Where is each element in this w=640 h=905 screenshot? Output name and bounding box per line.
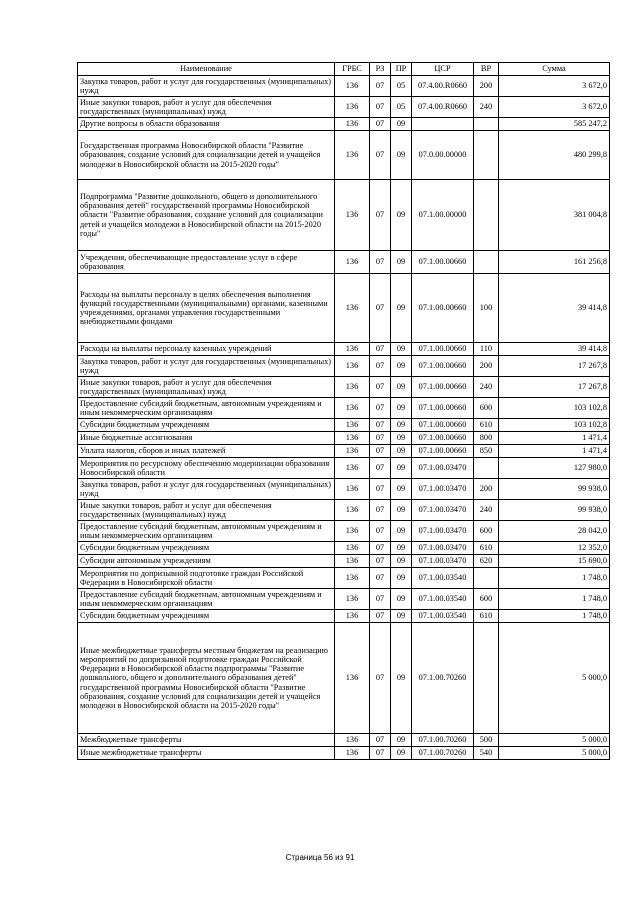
table-row [78, 343, 610, 356]
cell-sum: 17 267,8 [499, 356, 610, 377]
table-row [78, 445, 610, 458]
table-row [78, 734, 610, 747]
cell-vr: 850 [474, 445, 499, 458]
cell-grbs: 136 [335, 180, 370, 251]
cell-vr: 100 [474, 274, 499, 343]
cell-pr: 09 [391, 274, 412, 343]
cell-sum: 5 000,0 [499, 623, 610, 734]
cell-grbs: 136 [335, 445, 370, 458]
cell-pr: 09 [391, 445, 412, 458]
cell-rz: 07 [370, 419, 391, 432]
table-row [78, 610, 610, 623]
cell-vr: 610 [474, 610, 499, 623]
cell-name: Уплата налогов, сборов и иных платежей [78, 445, 335, 458]
table-body [78, 76, 610, 760]
cell-csr [412, 118, 474, 131]
cell-vr: 600 [474, 398, 499, 419]
table-row [78, 568, 610, 589]
cell-rz: 07 [370, 131, 391, 180]
cell-grbs: 136 [335, 432, 370, 445]
table-row [78, 479, 610, 500]
cell-csr: 07.1.00.00660 [412, 274, 474, 343]
cell-pr: 09 [391, 521, 412, 542]
cell-grbs: 136 [335, 118, 370, 131]
cell-pr: 09 [391, 458, 412, 479]
cell-csr: 07.1.00.70260 [412, 734, 474, 747]
header-name: Наименование [78, 63, 335, 76]
cell-grbs: 136 [335, 458, 370, 479]
cell-sum: 1 471,4 [499, 445, 610, 458]
cell-rz: 07 [370, 500, 391, 521]
cell-name: Государственная программа Новосибирской области "Развитие образования, создание условий для социализации детей и учащейся молодежи в Новосибирской области на 2015-2020 годы" [78, 131, 335, 180]
cell-vr: 240 [474, 97, 499, 118]
cell-sum: 99 938,0 [499, 500, 610, 521]
cell-name: Предоставление субсидий бюджетным, автономным учреждениям и иным некоммерческим организациям [78, 398, 335, 419]
cell-csr: 07.1.00.03540 [412, 589, 474, 610]
table-row [78, 542, 610, 555]
cell-pr: 09 [391, 131, 412, 180]
cell-csr: 07.1.00.03540 [412, 568, 474, 589]
header-vr: ВР [474, 63, 499, 76]
cell-grbs: 136 [335, 589, 370, 610]
cell-vr: 110 [474, 343, 499, 356]
cell-sum: 39 414,8 [499, 343, 610, 356]
cell-csr: 07.1.00.70260 [412, 623, 474, 734]
cell-rz: 07 [370, 555, 391, 568]
cell-pr: 09 [391, 542, 412, 555]
cell-name: Предоставление субсидий бюджетным, автономным учреждениям и иным некоммерческим организациям [78, 589, 335, 610]
header-pr: ПР [391, 63, 412, 76]
cell-pr: 05 [391, 76, 412, 97]
cell-sum: 103 102,8 [499, 398, 610, 419]
cell-rz: 07 [370, 747, 391, 760]
cell-name: Иные межбюджетные трансферты [78, 747, 335, 760]
cell-csr: 07.1.00.00000 [412, 180, 474, 251]
cell-grbs: 136 [335, 356, 370, 377]
cell-pr: 09 [391, 343, 412, 356]
cell-grbs: 136 [335, 500, 370, 521]
cell-rz: 07 [370, 274, 391, 343]
cell-grbs: 136 [335, 623, 370, 734]
cell-csr: 07.1.00.03470 [412, 542, 474, 555]
cell-name: Межбюджетные трансферты [78, 734, 335, 747]
cell-csr: 07.1.00.03470 [412, 521, 474, 542]
cell-pr: 09 [391, 251, 412, 274]
cell-rz: 07 [370, 432, 391, 445]
cell-csr: 07.4.00.R0660 [412, 76, 474, 97]
cell-pr: 09 [391, 589, 412, 610]
cell-vr: 800 [474, 432, 499, 445]
cell-rz: 07 [370, 180, 391, 251]
cell-grbs: 136 [335, 377, 370, 398]
budget-table [77, 62, 610, 760]
cell-pr: 09 [391, 479, 412, 500]
cell-vr: 540 [474, 747, 499, 760]
cell-pr: 09 [391, 734, 412, 747]
cell-name: Другие вопросы в области образования [78, 118, 335, 131]
cell-pr: 09 [391, 623, 412, 734]
cell-vr [474, 180, 499, 251]
cell-rz: 07 [370, 76, 391, 97]
cell-rz: 07 [370, 356, 391, 377]
header-rz: РЗ [370, 63, 391, 76]
header-sum: Сумма [499, 63, 610, 76]
cell-name: Предоставление субсидий бюджетным, автономным учреждениям и иным некоммерческим организациям [78, 521, 335, 542]
cell-pr: 09 [391, 419, 412, 432]
table-row [78, 180, 610, 251]
cell-name: Субсидии автономным учреждениям [78, 555, 335, 568]
cell-rz: 07 [370, 97, 391, 118]
cell-sum: 1 471,4 [499, 432, 610, 445]
page-number: Страница 56 из 91 [285, 853, 355, 862]
cell-csr: 07.0.00.00000 [412, 131, 474, 180]
cell-vr [474, 568, 499, 589]
cell-grbs: 136 [335, 610, 370, 623]
cell-name: Субсидии бюджетным учреждениям [78, 542, 335, 555]
cell-csr: 07.1.00.70260 [412, 747, 474, 760]
cell-grbs: 136 [335, 479, 370, 500]
cell-rz: 07 [370, 568, 391, 589]
header-csr: ЦСР [412, 63, 474, 76]
cell-vr: 620 [474, 555, 499, 568]
cell-pr: 09 [391, 500, 412, 521]
cell-sum: 161 256,8 [499, 251, 610, 274]
cell-sum: 17 267,8 [499, 377, 610, 398]
cell-grbs: 136 [335, 398, 370, 419]
table-header-row [78, 63, 610, 76]
cell-csr: 07.1.00.00660 [412, 432, 474, 445]
cell-grbs: 136 [335, 747, 370, 760]
cell-grbs: 136 [335, 251, 370, 274]
cell-grbs: 136 [335, 521, 370, 542]
cell-csr: 07.1.00.00660 [412, 356, 474, 377]
cell-pr: 09 [391, 747, 412, 760]
cell-vr: 200 [474, 76, 499, 97]
table-row [78, 131, 610, 180]
cell-csr: 07.1.00.00660 [412, 398, 474, 419]
table-row [78, 432, 610, 445]
cell-pr: 09 [391, 377, 412, 398]
table-row [78, 118, 610, 131]
cell-rz: 07 [370, 377, 391, 398]
cell-rz: 07 [370, 445, 391, 458]
cell-name: Учреждения, обеспечивающие предоставление услуг в сфере образования [78, 251, 335, 274]
cell-pr: 09 [391, 398, 412, 419]
cell-vr: 240 [474, 500, 499, 521]
table-row [78, 589, 610, 610]
cell-csr: 07.1.00.00660 [412, 445, 474, 458]
cell-csr: 07.1.00.03470 [412, 555, 474, 568]
cell-csr: 07.1.00.03470 [412, 500, 474, 521]
table-row [78, 356, 610, 377]
cell-pr: 09 [391, 568, 412, 589]
table-row [78, 419, 610, 432]
cell-pr: 09 [391, 180, 412, 251]
cell-vr: 200 [474, 479, 499, 500]
cell-vr [474, 131, 499, 180]
cell-vr [474, 623, 499, 734]
cell-rz: 07 [370, 251, 391, 274]
cell-name: Закупка товаров, работ и услуг для государственных (муниципальных) нужд [78, 356, 335, 377]
cell-name: Мероприятия по ресурсному обеспечению модернизации образования Новосибирской области [78, 458, 335, 479]
cell-pr: 09 [391, 356, 412, 377]
cell-vr: 600 [474, 589, 499, 610]
cell-name: Иные бюджетные ассигнования [78, 432, 335, 445]
table-row [78, 555, 610, 568]
table-row [78, 747, 610, 760]
cell-name: Иные закупки товаров, работ и услуг для обеспечения государственных (муниципальных) нужд [78, 500, 335, 521]
cell-sum: 15 690,0 [499, 555, 610, 568]
cell-vr [474, 118, 499, 131]
cell-name: Закупка товаров, работ и услуг для государственных (муниципальных) нужд [78, 76, 335, 97]
table-row [78, 97, 610, 118]
cell-sum: 103 102,8 [499, 419, 610, 432]
cell-grbs: 136 [335, 734, 370, 747]
cell-grbs: 136 [335, 555, 370, 568]
cell-name: Иные закупки товаров, работ и услуг для обеспечения государственных (муниципальных) нужд [78, 377, 335, 398]
cell-csr: 07.4.00.R0660 [412, 97, 474, 118]
cell-sum: 12 352,0 [499, 542, 610, 555]
cell-rz: 07 [370, 542, 391, 555]
cell-csr: 07.1.00.03540 [412, 610, 474, 623]
cell-rz: 07 [370, 343, 391, 356]
table-row [78, 76, 610, 97]
cell-rz: 07 [370, 623, 391, 734]
cell-vr: 240 [474, 377, 499, 398]
cell-sum: 3 672,0 [499, 76, 610, 97]
cell-sum: 5 000,0 [499, 747, 610, 760]
cell-name: Мероприятия по допризывной подготовке граждан Российской Федерации в Новосибирской области [78, 568, 335, 589]
table-row [78, 458, 610, 479]
cell-pr: 09 [391, 610, 412, 623]
cell-csr: 07.1.00.00660 [412, 419, 474, 432]
table-row [78, 500, 610, 521]
cell-rz: 07 [370, 479, 391, 500]
cell-pr: 09 [391, 118, 412, 131]
cell-name: Иные закупки товаров, работ и услуг для обеспечения государственных (муниципальных) нужд [78, 97, 335, 118]
cell-rz: 07 [370, 610, 391, 623]
cell-sum: 28 042,0 [499, 521, 610, 542]
cell-rz: 07 [370, 118, 391, 131]
cell-sum: 1 748,0 [499, 568, 610, 589]
cell-grbs: 136 [335, 76, 370, 97]
cell-pr: 05 [391, 97, 412, 118]
cell-vr: 200 [474, 356, 499, 377]
cell-csr: 07.1.00.00660 [412, 343, 474, 356]
table-row [78, 251, 610, 274]
cell-grbs: 136 [335, 343, 370, 356]
cell-grbs: 136 [335, 568, 370, 589]
header-grbs: ГРБС [335, 63, 370, 76]
cell-rz: 07 [370, 458, 391, 479]
cell-sum: 381 004,8 [499, 180, 610, 251]
cell-sum: 127 980,0 [499, 458, 610, 479]
cell-vr: 610 [474, 419, 499, 432]
cell-name: Субсидии бюджетным учреждениям [78, 610, 335, 623]
cell-grbs: 136 [335, 274, 370, 343]
cell-name: Субсидии бюджетным учреждениям [78, 419, 335, 432]
cell-sum: 1 748,0 [499, 610, 610, 623]
table-row [78, 377, 610, 398]
table-row [78, 398, 610, 419]
cell-sum: 99 938,0 [499, 479, 610, 500]
cell-grbs: 136 [335, 97, 370, 118]
cell-vr [474, 458, 499, 479]
cell-sum: 1 748,0 [499, 589, 610, 610]
cell-csr: 07.1.00.00660 [412, 377, 474, 398]
cell-rz: 07 [370, 734, 391, 747]
cell-name: Расходы на выплаты персоналу в целях обеспечения выполнения функций государственными (муниципальными) органами, казенными учреждениями, органами управления государственными внебюджетными фондами [78, 274, 335, 343]
cell-sum: 39 414,8 [499, 274, 610, 343]
cell-pr: 09 [391, 432, 412, 445]
cell-name: Расходы на выплаты персоналу казенных учреждений [78, 343, 335, 356]
cell-sum: 3 672,0 [499, 97, 610, 118]
cell-name: Подпрограмма "Развитие дошкольного, общего и дополнительного образования детей" государственной программы Новосибирской области "Развитие образования, создание условий для социализации детей и учащейся молодежи в Новосибирской области на 2015-2020 годы" [78, 180, 335, 251]
cell-rz: 07 [370, 521, 391, 542]
cell-vr: 610 [474, 542, 499, 555]
cell-sum: 480 299,8 [499, 131, 610, 180]
cell-csr: 07.1.00.03470 [412, 479, 474, 500]
cell-csr: 07.1.00.03470 [412, 458, 474, 479]
cell-rz: 07 [370, 589, 391, 610]
cell-vr [474, 251, 499, 274]
cell-grbs: 136 [335, 131, 370, 180]
cell-rz: 07 [370, 398, 391, 419]
cell-vr: 500 [474, 734, 499, 747]
table-row [78, 623, 610, 734]
cell-sum: 585 247,2 [499, 118, 610, 131]
cell-name: Иные межбюджетные трансферты местным бюджетам на реализацию мероприятий по допризывной подготовке граждан Российской Федерации в Новосибирской области подпрограммы "Развитие дошкольного, общего и дополнительного образования детей" государственной программы Новосибирской области "Развитие образования, создание условий для социализации детей и учащейся молодежи в Новосибирской области на 2015-2020 годы" [78, 623, 335, 734]
cell-grbs: 136 [335, 419, 370, 432]
table-row [78, 521, 610, 542]
cell-sum: 5 000,0 [499, 734, 610, 747]
cell-csr: 07.1.00.00660 [412, 251, 474, 274]
table-row [78, 274, 610, 343]
cell-pr: 09 [391, 555, 412, 568]
cell-name: Закупка товаров, работ и услуг для государственных (муниципальных) нужд [78, 479, 335, 500]
cell-grbs: 136 [335, 542, 370, 555]
cell-vr: 600 [474, 521, 499, 542]
